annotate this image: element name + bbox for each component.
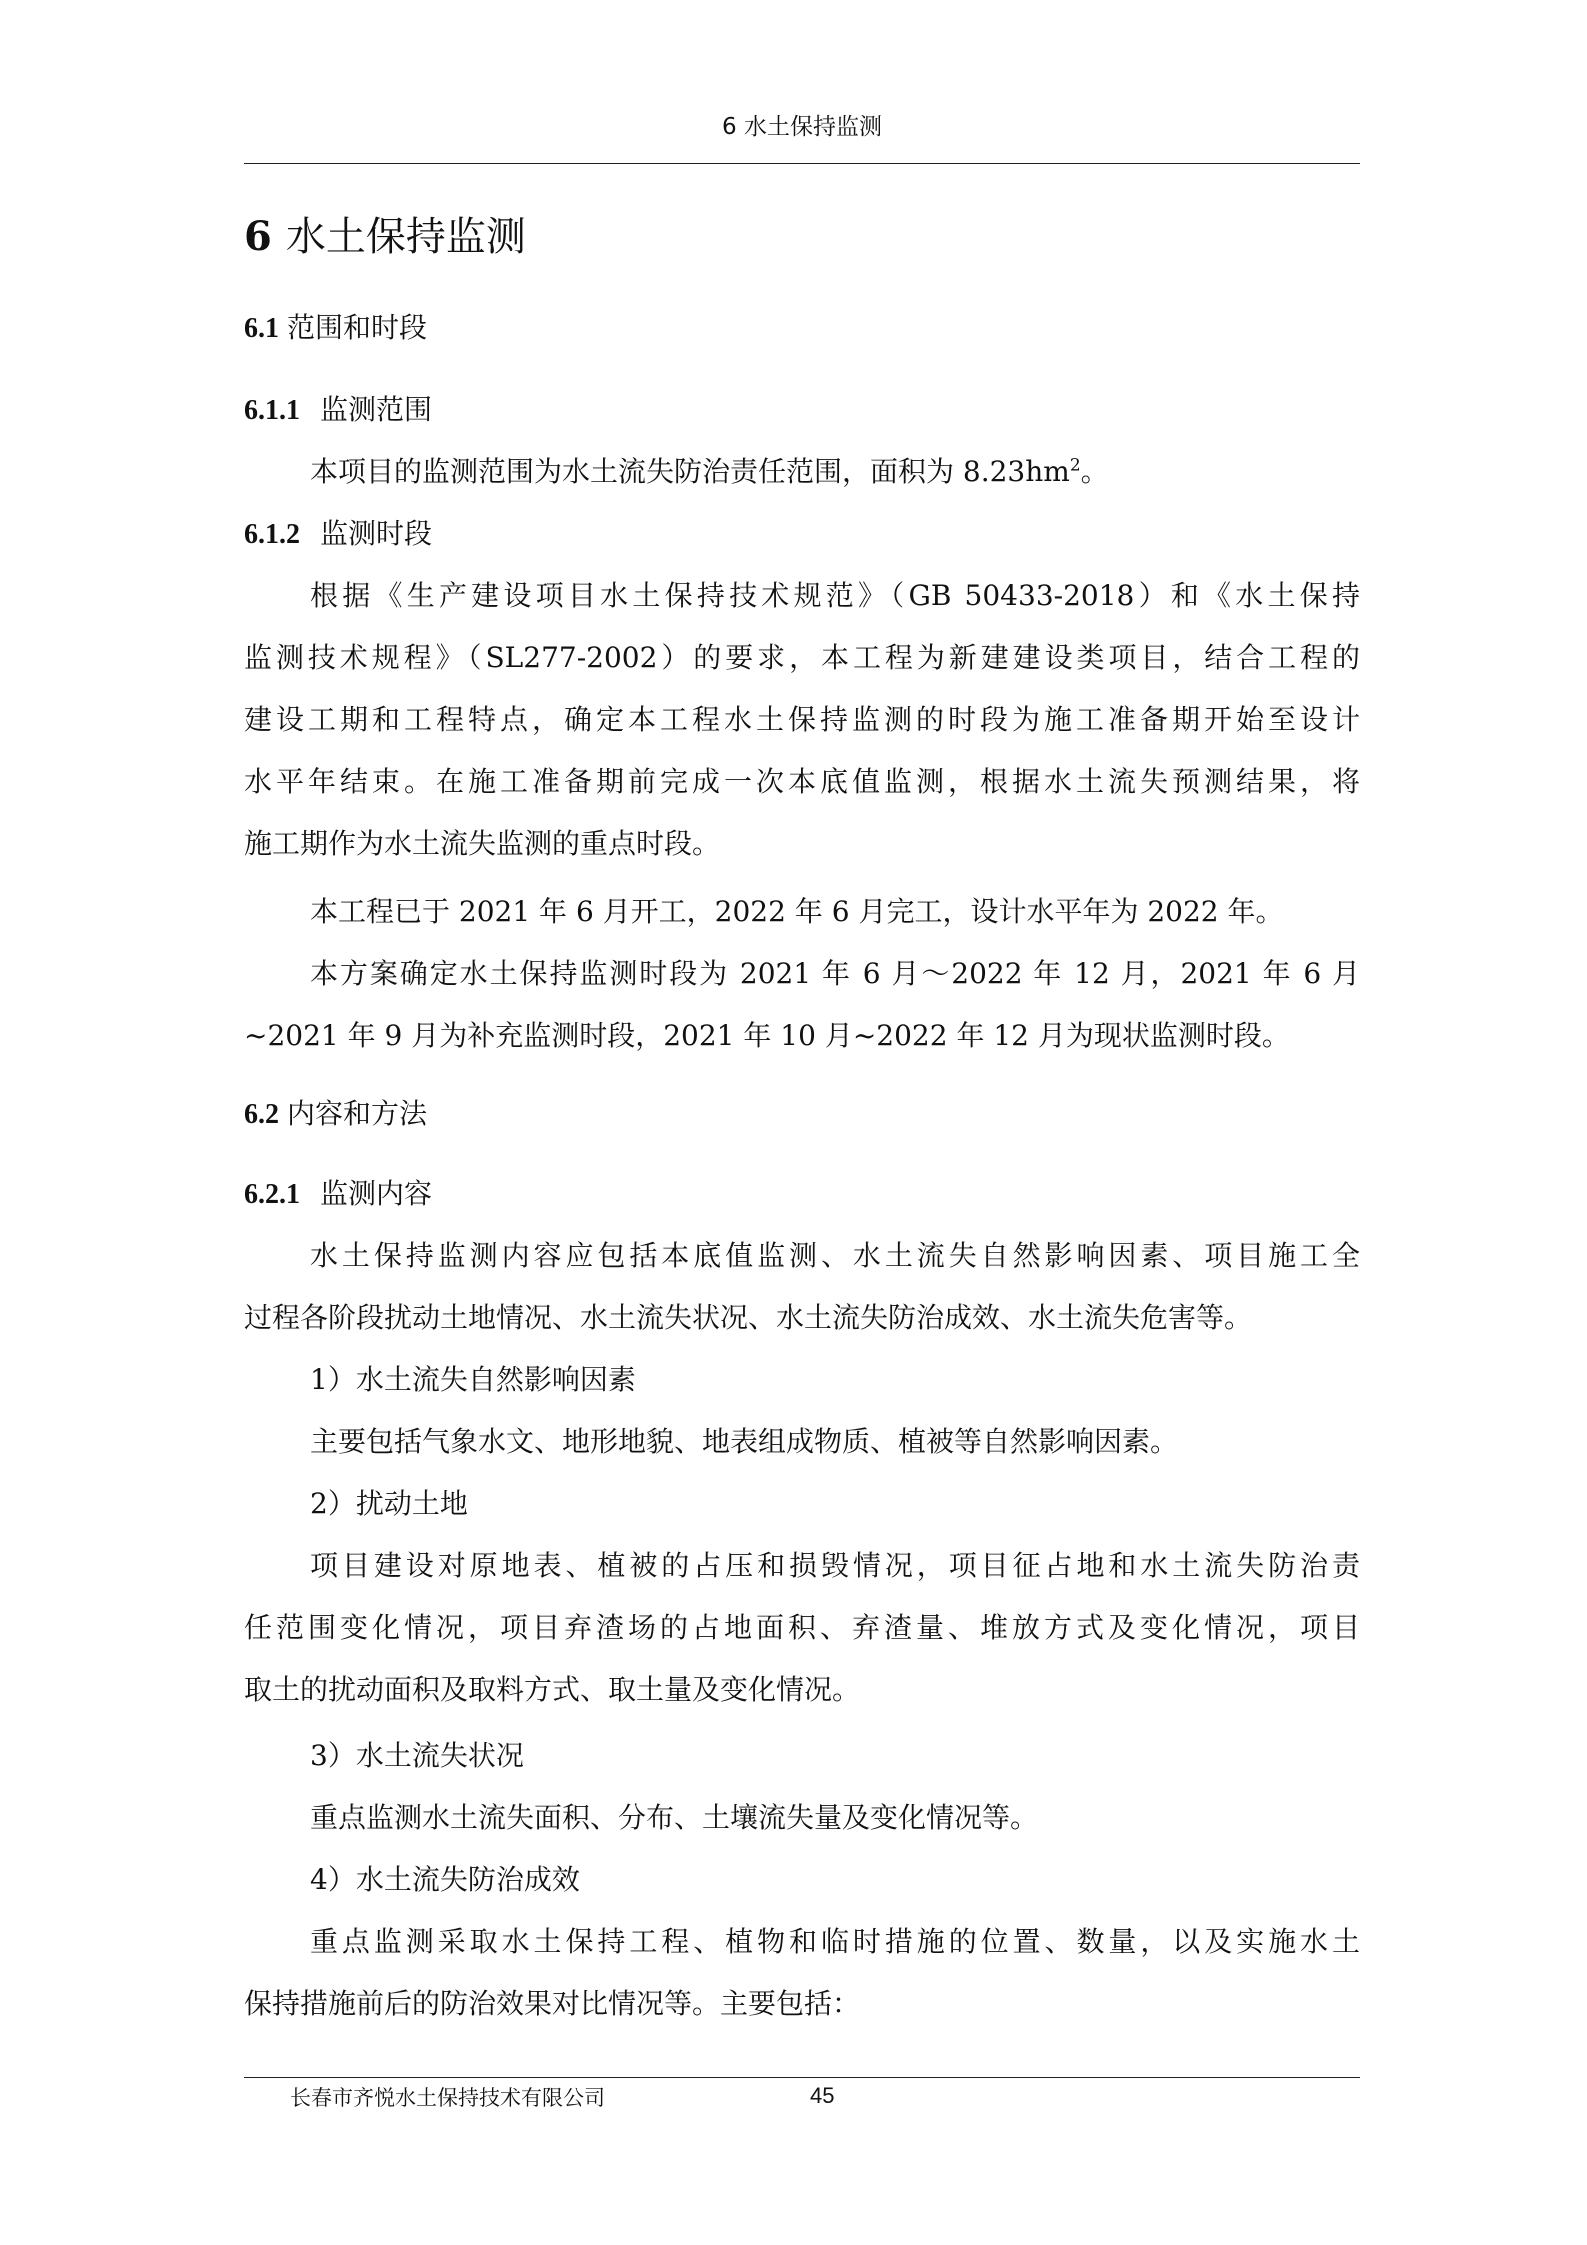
section-number: 6.2: [244, 1099, 279, 1130]
page-number: 45: [810, 2083, 835, 2108]
superscript: 2: [1069, 455, 1081, 476]
list-item-heading: 3）水土流失状况: [310, 1739, 524, 1772]
list-item-heading: 1）水土流失自然影响因素: [310, 1363, 636, 1396]
paragraph-line: 任范围变化情况，项目弃渣场的占地面积、弃渣量、堆放方式及变化情况，项目: [244, 1611, 1360, 1644]
paragraph-line: 建设工期和工程特点，确定本工程水土保持监测的时段为施工准备期开始至设计: [244, 703, 1360, 736]
paragraph: 本项目的监测范围为水土流失防治责任范围，面积为 $8.23hm^2$。: [310, 455, 1109, 488]
paragraph-line: 主要包括气象水文、地形地貌、地表组成物质、植被等自然影响因素。: [310, 1425, 1179, 1458]
section-heading-6-1: [244, 310, 1360, 347]
paragraph-line: 重点监测采取水土保持工程、植物和临时措施的位置、数量，以及实施水土: [310, 1925, 1360, 1958]
subsection-title: 监测内容: [320, 1177, 433, 1210]
footer-rule: [244, 2077, 1360, 2078]
subsection-heading-6-1-2: [244, 516, 1360, 553]
subsection-number: 6.1.2: [244, 519, 300, 550]
section-heading-6-2: [244, 1096, 1360, 1133]
paragraph-line: 水平年结束。在施工准备期前完成一次本底值监测，根据水土流失预测结果，将: [244, 765, 1360, 798]
paragraph-line: 监测技术规程》（SL277-2002）的要求，本工程为新建建设类项目，结合工程的: [244, 641, 1360, 674]
section-number: 6.1: [244, 313, 279, 344]
paragraph-line: 施工期作为水土流失监测的重点时段。: [244, 827, 721, 860]
paragraph-line: 重点监测水土流失面积、分布、土壤流失量及变化情况等。: [310, 1801, 1039, 1834]
list-item-heading: 2）扰动土地: [310, 1487, 468, 1520]
section-title: 范围和时段: [287, 311, 428, 344]
subsection-number: 6.2.1: [244, 1179, 300, 1210]
chapter-number: 6: [244, 213, 272, 260]
paragraph-line: 项目建设对原地表、植被的占压和损毁情况，项目征占地和水土流失防治责: [310, 1549, 1360, 1582]
paragraph-line: 保持措施前后的防治效果对比情况等。主要包括：: [244, 1987, 861, 2020]
subsection-heading-6-1-1: [244, 392, 1360, 429]
paragraph-line: ~2021 年 9 月为补充监测时段，2021 年 10 月~2022 年 12 月为现状监测时段。: [244, 1019, 1290, 1052]
subsection-title: 监测范围: [320, 393, 433, 426]
paragraph-line: 取土的扰动面积及取料方式、取土量及变化情况。: [244, 1673, 861, 1706]
chapter-title: 水土保持监测: [285, 214, 526, 260]
subsection-number: 6.1.1: [244, 395, 300, 426]
list-item-heading: 4）水土流失防治成效: [310, 1863, 580, 1896]
chapter-heading: [244, 212, 1360, 262]
footer-company: 长春市齐悦水土保持技术有限公司: [290, 2086, 605, 2110]
paragraph-line: 根据《生产建设项目水土保持技术规范》（GB 50433-2018）和《水土保持: [310, 579, 1360, 612]
running-header: 6 水土保持监测: [722, 114, 882, 140]
header-rule: [244, 163, 1360, 164]
section-title: 内容和方法: [287, 1097, 428, 1130]
paragraph-line: 本工程已于 2021 年 6 月开工，2022 年 6 月完工，设计水平年为 2022 年。: [310, 895, 1284, 928]
paragraph-line: 水土保持监测内容应包括本底值监测、水土流失自然影响因素、项目施工全: [310, 1239, 1360, 1272]
subsection-heading-6-2-1: [244, 1176, 1360, 1213]
paragraph-line: 本方案确定水土保持监测时段为 2021 年 6 月～2022 年 12 月，2021 年 6 月: [310, 957, 1360, 990]
paragraph-line: 过程各阶段扰动土地情况、水土流失状况、水土流失防治成效、水土流失危害等。: [244, 1301, 1253, 1334]
subsection-title: 监测时段: [320, 517, 433, 550]
